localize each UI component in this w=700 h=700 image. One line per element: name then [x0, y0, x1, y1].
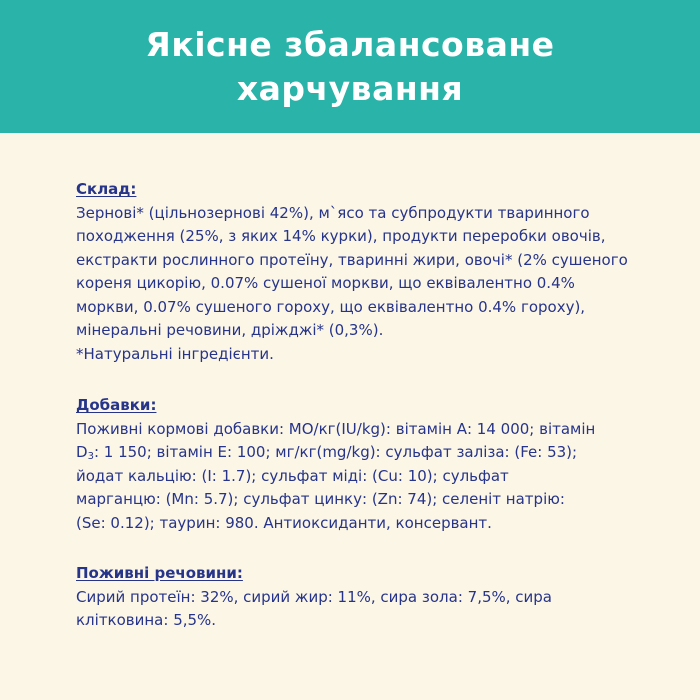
composition-line: кореня цикорію, 0.07% сушеної моркви, що еквівалентно 0.4% [76, 274, 575, 292]
additives-line-text: : 1 150; вітамін Е: 100; мг/кг(mg/kg): сульфат заліза: (Fe: 53); [93, 443, 578, 461]
nutrients-section [76, 562, 552, 633]
page-title-line-1: Якісне збалансоване [145, 24, 555, 64]
composition-heading: Склад: [76, 180, 137, 198]
composition-line: мінеральні речовини, дріжджі* (0,3%). [76, 321, 384, 339]
additives-section [76, 394, 595, 535]
vitamin-d-subscript: 3 [87, 451, 94, 462]
page-title-line-2: харчування [236, 68, 464, 108]
product-info [76, 178, 676, 629]
composition-line: Зернові* (цільнозернові 42%), м`ясо та субпродукти тваринного [76, 203, 590, 222]
additives-line: йодат кальцію: (I: 1.7); сульфат міді: (Cu: 10); сульфат [76, 466, 509, 485]
title-banner [0, 0, 700, 133]
nutrients-line: Сирий протеїн: 32%, сирий жир: 11%, сира зола: 7,5%, сира [76, 587, 553, 606]
nutrients-heading: Поживні речовини: [76, 564, 243, 582]
nutrients-line: клітковина: 5,5%. [76, 611, 217, 629]
natural-ingredients-note: *Натуральні інгредієнти. [76, 344, 274, 363]
vitamin-d-label: D [76, 443, 88, 461]
composition-line: моркви, 0.07% сушеного гороху, що еквівалентно 0.4% гороху), [76, 297, 586, 316]
additives-line: марганцю: (Mn: 5.7); сульфат цинку: (Zn: 74); селеніт натрію: [76, 490, 565, 508]
additives-line: Поживні кормові добавки: МО/кг(IU/kg): вітамін А: 14 000; вітамін [76, 419, 596, 438]
additives-heading: Добавки: [76, 396, 157, 414]
additives-line [76, 441, 595, 465]
composition-section [76, 178, 676, 366]
composition-line: екстракти рослинного протеїну, тваринні жири, овочі* (2% сушеного [76, 250, 628, 269]
composition-line: походження (25%, з яких 14% курки), продукти переробки овочів, [76, 227, 606, 245]
additives-line: (Se: 0.12); таурин: 980. Антиоксиданти, консервант. [76, 513, 492, 532]
